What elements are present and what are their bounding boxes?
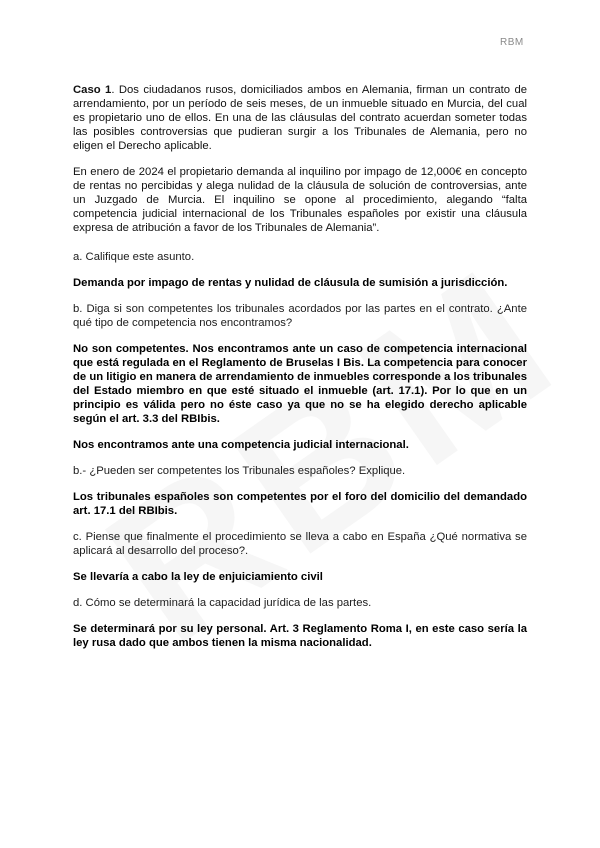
answer-b-bis: Los tribunales españoles son competentes por el foro del domicilio del demandado art. 17.1 del RBIbis. — [73, 491, 527, 517]
answer-d: Se determinará por su ley personal. Art. 3 Reglamento Roma I, en este caso sería la ley rusa dado que ambos tienen la misma nacionalidad. — [73, 623, 527, 649]
question-b-bis: b.- ¿Pueden ser competentes los Tribunales españoles? Explique. — [73, 465, 406, 477]
question-b: b. Diga si son competentes los tribunales acordados por las partes en el contrato. ¿Ante qué tipo de competencia nos encontramos? — [73, 303, 527, 329]
question-c: c. Piense que finalmente el procedimiento se lleva a cabo en España ¿Qué normativa se aplicará al desarrollo del proceso?. — [73, 531, 527, 557]
question-a: a. Califique este asunto. — [73, 251, 195, 263]
answer-b-conclusion: Nos encontramos ante una competencia judicial internacional. — [73, 439, 409, 451]
case-facts-paragraph: En enero de 2024 el propietario demanda al inquilino por impago de 12,000€ en concepto de rentas no percibidas y alega nulidad de la cláusula de solución de controversias, ante un Juzgado de Murcia. El inquilino se opone al procedimiento, alegando “falta competencia judicial internacional de los Tribunales españoles por existir una cláusula expresa de atribución a favor de los Tribunales de Alemania”. — [73, 166, 527, 234]
answer-a: Demanda por impago de rentas y nulidad de cláusula de sumisión a jurisdicción. — [73, 277, 508, 289]
question-d: d. Cómo se determinará la capacidad jurídica de las partes. — [73, 597, 372, 609]
case-intro-paragraph — [73, 83, 527, 153]
document-body — [73, 83, 527, 662]
page-header-initials: RBM — [500, 37, 524, 48]
answer-c: Se llevaría a cabo la ley de enjuiciamiento civil — [73, 571, 323, 583]
answer-b: No son competentes. Nos encontramos ante un caso de competencia internacional que está regulada en el Reglamento de Bruselas I Bis. La competencia para conocer de un litigio en manera de arrendamiento de inmuebles corresponde a los tribunales del Estado miembro en que esté situado el inmueble (art. 17.1). Por lo que en un principio es válida pero no éste caso ya que no se ha elegido derecho aplicable según el art. 3.3 del RBIbis. — [73, 343, 527, 425]
case-title: Caso 1 — [73, 84, 112, 96]
case-intro-text: . Dos ciudadanos rusos, domiciliados ambos en Alemania, firman un contrato de arrendamiento, por un período de seis meses, de un inmueble situado en Murcia, del cual es propietario uno de ellos. En una de las cláusulas del contrato acuerdan someter todas las posibles controversias que pudieran surgir a los Tribunales de Alemania, pero no eligen el Derecho aplicable. — [73, 84, 528, 152]
